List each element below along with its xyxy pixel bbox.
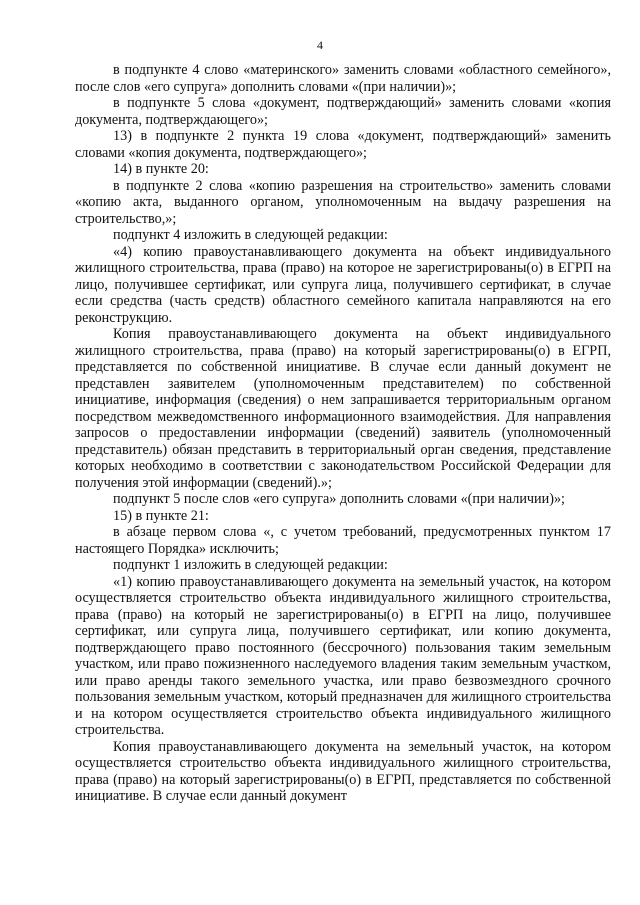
paragraph: Копия правоустанавливающего документа на земельный участок, на котором осуществляется строительство объекта индивидуального жилищного строительства, права (право) на который зарегистрированы(о) в ЕГРП, представляется по собственной инициативе. В случае если данный документ xyxy=(75,738,611,804)
paragraph: в абзаце первом слова «, с учетом требований, предусмотренных пунктом 17 настоящего Порядка» исключить; xyxy=(75,524,611,557)
paragraph: 15) в пункте 21: xyxy=(113,507,209,524)
paragraph: подпункт 4 изложить в следующей редакции: xyxy=(113,227,388,243)
paragraph: подпункт 1 изложить в следующей редакции: xyxy=(113,557,388,573)
document-body xyxy=(75,62,611,805)
paragraph: «1) копию правоустанавливающего документа на земельный участок, на котором осуществляется строительство объекта индивидуального жилищного строительства, права (право) на который не зарегистрированы(о) в ЕГРП на лицо, получившее сертификат, или супруга лица, получившего сертификат, или копию документа, подтверждающего право постоянного (бессрочного) пользования таким земельным участком, или право пожизненного наследуемого владения таким земельным участком, или право аренды такого земельного участка, или право безвозмездного срочного пользования земельным участком, который предназначен для жилищного строительства и на котором осуществляется строительство объекта индивидуального жилищного строительства. xyxy=(75,573,611,738)
paragraph: в подпункте 5 слова «документ, подтверждающий» заменить словами «копия документа, подтверждающего»; xyxy=(75,95,611,128)
paragraph: «4) копию правоустанавливающего документа на объект индивидуального жилищного строительства, права (право) на которое не зарегистрированы(о) в ЕГРП на лицо, получившее сертификат, или супруга лица, получившего сертификат, в случае если средства (часть средств) областного семейного капитала направляются на его реконструкцию. xyxy=(75,243,611,326)
paragraph: подпункт 5 после слов «его супруга» дополнить словами «(при наличии)»; xyxy=(113,491,565,507)
page-number: 4 xyxy=(317,38,323,52)
paragraph: 13) в подпункте 2 пункта 19 слова «документ, подтверждающий» заменить словами «копия документа, подтверждающего»; xyxy=(75,128,611,161)
paragraph: в подпункте 2 слова «копию разрешения на строительство» заменить словами «копию акта, выданного органом, уполномоченным на выдачу разрешения на строительство,»; xyxy=(75,177,611,227)
paragraph: в подпункте 4 слово «материнского» заменить словами «областного семейного», после слов «его супруга» дополнить словами «(при наличии)»; xyxy=(75,62,611,95)
paragraph: 14) в пункте 20: xyxy=(113,161,209,177)
paragraph: Копия правоустанавливающего документа на объект индивидуального жилищного строительства, права (право) на который зарегистрированы(о) в ЕГРП, представляется по собственной инициативе. В случае если данный документ не представлен заявителем (уполномоченным представителем) по собственной инициативе, информация (сведения) о нем запрашивается территориальным органом посредством межведомственного информационного взаимодействия. Для направления запросов о предоставлении информации (сведений) заявитель (уполномоченный представитель) обязан представить в территориальный орган сведения, представление которых необходимо в соответствии с законодательством Российской Федерации для получения этой информации (сведений).»; xyxy=(75,326,611,491)
